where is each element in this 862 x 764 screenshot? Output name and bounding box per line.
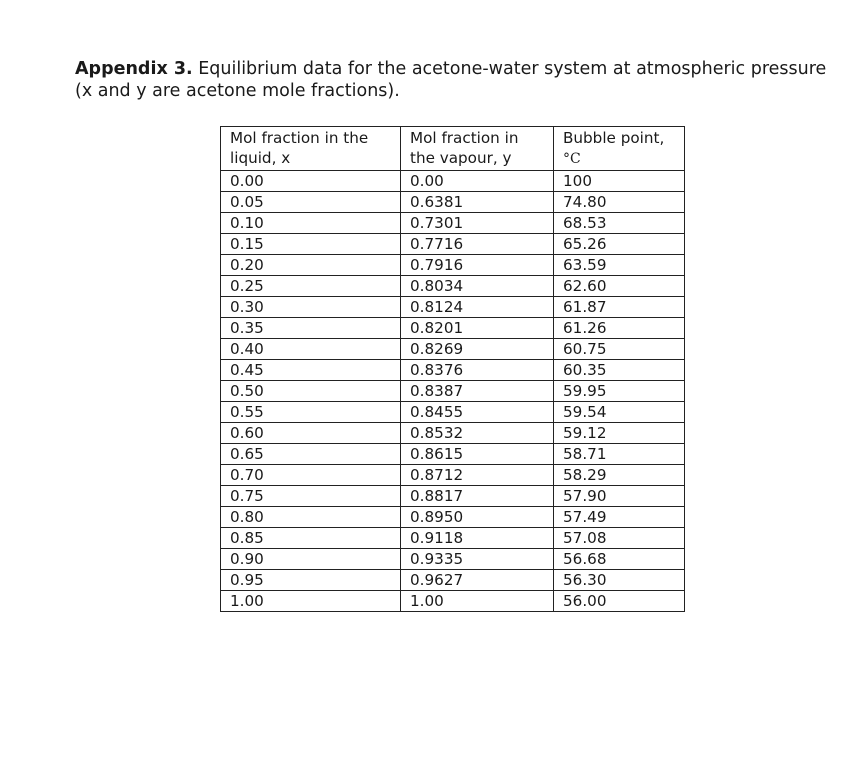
vapour-y-cell: 0.7301 (401, 213, 554, 234)
table-row (221, 570, 685, 591)
vapour-y-cell: 0.8387 (401, 381, 554, 402)
liquid-x-cell: 0.85 (221, 528, 401, 549)
bubble-point-cell: 57.49 (554, 507, 685, 528)
header-vapour-fraction (401, 127, 554, 171)
liquid-x-cell: 0.65 (221, 444, 401, 465)
bubble-point-cell: 59.12 (554, 423, 685, 444)
bubble-point-cell: 62.60 (554, 276, 685, 297)
header-bubble-point (554, 127, 685, 171)
liquid-x-cell: 0.55 (221, 402, 401, 423)
vapour-y-cell: 0.9118 (401, 528, 554, 549)
liquid-x-cell: 0.60 (221, 423, 401, 444)
bubble-point-cell: 56.00 (554, 591, 685, 612)
liquid-x-cell: 0.25 (221, 276, 401, 297)
vapour-y-cell: 0.8532 (401, 423, 554, 444)
bubble-point-cell: 74.80 (554, 192, 685, 213)
liquid-x-cell: 0.50 (221, 381, 401, 402)
liquid-x-cell: 0.15 (221, 234, 401, 255)
vapour-y-cell: 0.00 (401, 171, 554, 192)
liquid-x-cell: 0.40 (221, 339, 401, 360)
table-row (221, 171, 685, 192)
vapour-y-cell: 0.8712 (401, 465, 554, 486)
liquid-x-cell: 0.20 (221, 255, 401, 276)
bubble-point-cell: 56.30 (554, 570, 685, 591)
liquid-x-cell: 0.70 (221, 465, 401, 486)
bubble-point-cell: 63.59 (554, 255, 685, 276)
table-row (221, 276, 685, 297)
vapour-y-cell: 0.8124 (401, 297, 554, 318)
bubble-point-cell: 57.90 (554, 486, 685, 507)
vapour-y-cell: 0.8376 (401, 360, 554, 381)
header-vapour-line2: the vapour, y (410, 149, 512, 167)
bubble-point-cell: 56.68 (554, 549, 685, 570)
table-row (221, 402, 685, 423)
liquid-x-cell: 1.00 (221, 591, 401, 612)
table-row (221, 255, 685, 276)
bubble-point-cell: 61.26 (554, 318, 685, 339)
bubble-point-cell: 58.29 (554, 465, 685, 486)
liquid-x-cell: 0.95 (221, 570, 401, 591)
liquid-x-cell: 0.00 (221, 171, 401, 192)
header-liquid-line2: liquid, x (230, 149, 291, 167)
bubble-point-cell: 59.54 (554, 402, 685, 423)
header-bubble-unit: °C (563, 151, 581, 167)
table-row (221, 528, 685, 549)
bubble-point-cell: 61.87 (554, 297, 685, 318)
table-row (221, 591, 685, 612)
bubble-point-cell: 60.75 (554, 339, 685, 360)
liquid-x-cell: 0.75 (221, 486, 401, 507)
equilibrium-data-table (220, 126, 685, 612)
appendix-caption (75, 58, 835, 102)
bubble-point-cell: 59.95 (554, 381, 685, 402)
vapour-y-cell: 0.8034 (401, 276, 554, 297)
header-liquid-fraction (221, 127, 401, 171)
vapour-y-cell: 0.8817 (401, 486, 554, 507)
table-row (221, 234, 685, 255)
table-row (221, 486, 685, 507)
table-row (221, 381, 685, 402)
table-row (221, 339, 685, 360)
liquid-x-cell: 0.30 (221, 297, 401, 318)
table-row (221, 549, 685, 570)
vapour-y-cell: 0.8615 (401, 444, 554, 465)
appendix-description: Equilibrium data for the acetone-water system at atmospheric pressure (x and y are acetone mole fractions). (75, 59, 827, 101)
vapour-y-cell: 0.7916 (401, 255, 554, 276)
table-row (221, 297, 685, 318)
table-body (221, 171, 685, 612)
vapour-y-cell: 0.8950 (401, 507, 554, 528)
liquid-x-cell: 0.35 (221, 318, 401, 339)
table-row (221, 318, 685, 339)
header-bubble-line1: Bubble point, (563, 129, 665, 147)
vapour-y-cell: 0.8201 (401, 318, 554, 339)
liquid-x-cell: 0.05 (221, 192, 401, 213)
vapour-y-cell: 0.6381 (401, 192, 554, 213)
vapour-y-cell: 0.9335 (401, 549, 554, 570)
bubble-point-cell: 100 (554, 171, 685, 192)
header-liquid-line1: Mol fraction in the (230, 129, 369, 147)
table-row (221, 213, 685, 234)
table-row (221, 507, 685, 528)
vapour-y-cell: 0.8269 (401, 339, 554, 360)
table-row (221, 360, 685, 381)
vapour-y-cell: 0.9627 (401, 570, 554, 591)
table-row (221, 444, 685, 465)
liquid-x-cell: 0.45 (221, 360, 401, 381)
bubble-point-cell: 57.08 (554, 528, 685, 549)
bubble-point-cell: 68.53 (554, 213, 685, 234)
vapour-y-cell: 0.7716 (401, 234, 554, 255)
table-row (221, 192, 685, 213)
vapour-y-cell: 0.8455 (401, 402, 554, 423)
table-row (221, 465, 685, 486)
liquid-x-cell: 0.90 (221, 549, 401, 570)
table-header-row (221, 127, 685, 171)
bubble-point-cell: 60.35 (554, 360, 685, 381)
appendix-label: Appendix 3. (75, 59, 193, 79)
bubble-point-cell: 65.26 (554, 234, 685, 255)
liquid-x-cell: 0.80 (221, 507, 401, 528)
liquid-x-cell: 0.10 (221, 213, 401, 234)
bubble-point-cell: 58.71 (554, 444, 685, 465)
vapour-y-cell: 1.00 (401, 591, 554, 612)
table-row (221, 423, 685, 444)
header-vapour-line1: Mol fraction in (410, 129, 519, 147)
